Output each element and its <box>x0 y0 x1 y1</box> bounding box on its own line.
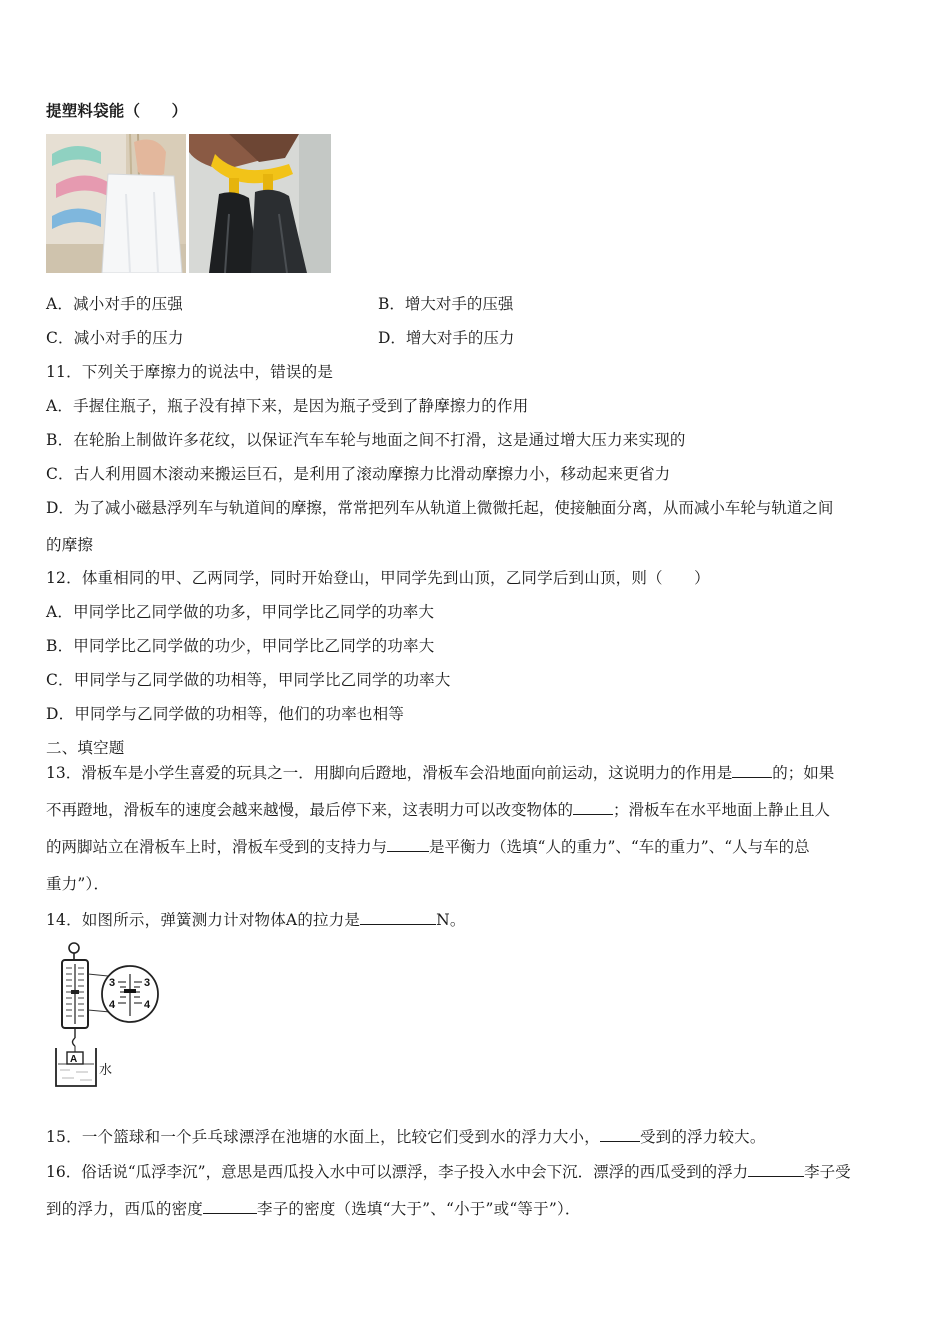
q14-line <box>46 910 466 930</box>
scale-label-left-bottom: 4 <box>109 999 116 1011</box>
q11-stem: 11．下列关于摩擦力的说法中，错误的是 <box>46 363 334 381</box>
q16-text-2b: 李子的密度（选填“大于”、“小于”或“等于”）． <box>257 1200 581 1218</box>
scale-label-right-top: 3 <box>144 977 151 989</box>
q15-text-a: 15．一个篮球和一个乒乓球漂浮在池塘的水面上，比较它们受到水的浮力大小， <box>46 1128 600 1146</box>
q11-option-c: C．古人利用圆木滚动来搬运巨石，是利用了滚动摩擦力比滑动摩擦力小，移动起来更省力 <box>46 465 671 483</box>
q13-text-2a: 不再蹬地，滑板车的速度会越来越慢，最后停下来，这表明力可以改变物体的 <box>46 801 574 819</box>
section-heading: 二、填空题 <box>46 739 125 757</box>
water-label: 水 <box>99 1063 113 1078</box>
q16-blank-1[interactable] <box>748 1162 804 1177</box>
q14-text-a: 14．如图所示，弹簧测力计对物体A的拉力是 <box>46 911 361 929</box>
handle-photo-1 <box>46 134 186 273</box>
q10-option-c: C．减小对手的压力 <box>46 329 184 347</box>
q12-option-a: A．甲同学比乙同学做的功多，甲同学比乙同学的功率大 <box>46 603 435 621</box>
q13-line-4: 重力”）． <box>46 875 110 893</box>
q10-option-a: A．减小对手的压强 <box>46 295 183 313</box>
q15-blank[interactable] <box>600 1127 640 1142</box>
q13-blank-3[interactable] <box>387 837 429 852</box>
q12-stem: 12．体重相同的甲、乙两同学，同时开始登山，甲同学先到山顶，乙同学后到山顶，则（ ） <box>46 569 710 587</box>
q13-line-3 <box>46 837 810 857</box>
q12-option-c: C．甲同学与乙同学做的功相等，甲同学比乙同学的功率大 <box>46 671 451 689</box>
q16-text-1a: 16．俗话说“瓜浮李沉”，意思是西瓜投入水中可以漂浮，李子投入水中会下沉．漂浮的西瓜受到的浮力 <box>46 1163 749 1181</box>
handle-photo-2 <box>189 134 331 273</box>
q16-line-1 <box>46 1162 851 1182</box>
q16-blank-2[interactable] <box>203 1199 257 1214</box>
q16-line-2 <box>46 1199 581 1219</box>
q15-text-b: 受到的浮力较大。 <box>639 1128 766 1146</box>
q14-text-b: N。 <box>436 911 466 929</box>
q11-option-d: D．为了减小磁悬浮列车与轨道间的摩擦，常常把列车从轨道上微微托起，使接触面分离，从而减小车轮与轨道之间 <box>46 499 834 517</box>
q13-text-3a: 的两脚站立在滑板车上时，滑板车受到的支持力与 <box>46 838 388 856</box>
q15-line <box>46 1127 766 1147</box>
q10-option-d: D．增大对手的压力 <box>378 329 515 347</box>
q11-option-d-cont: 的摩擦 <box>46 536 94 554</box>
q13-blank-2[interactable] <box>573 800 613 815</box>
q13-blank-1[interactable] <box>732 763 772 778</box>
q12-option-d: D．甲同学与乙同学做的功相等，他们的功率也相等 <box>46 705 405 723</box>
q13-line-2 <box>46 800 830 820</box>
object-a-label: A <box>70 1054 78 1065</box>
q13-text-3b: 是平衡力（选填“人的重力”、“车的重力”、“人与车的总 <box>429 838 810 856</box>
q13-text-1a: 13．滑板车是小学生喜爱的玩具之一．用脚向后蹬地，滑板车会沿地面向前运动，这说明力的作用是 <box>46 764 733 782</box>
q10-stem: 提塑料袋能（ ） <box>46 101 188 120</box>
q16-text-2a: 到的浮力，西瓜的密度 <box>46 1200 204 1218</box>
scale-label-right-bottom: 4 <box>144 999 151 1011</box>
q14-blank[interactable] <box>360 910 436 925</box>
q11-option-a: A．手握住瓶子，瓶子没有掉下来，是因为瓶子受到了静摩擦力的作用 <box>46 397 529 415</box>
scale-label-left-top: 3 <box>109 977 116 989</box>
q13-text-2b: ；滑板车在水平地面上静止且人 <box>613 801 831 819</box>
spring-scale-diagram <box>46 940 166 1090</box>
q16-text-1b: 李子受 <box>804 1163 851 1181</box>
q13-text-1b: 的；如果 <box>772 764 835 782</box>
q10-option-b: B．增大对手的压强 <box>378 295 514 313</box>
q11-option-b: B．在轮胎上制做许多花纹，以保证汽车车轮与地面之间不打滑，这是通过增大压力来实现的 <box>46 431 686 449</box>
q13-line-1 <box>46 763 834 783</box>
q12-option-b: B．甲同学比乙同学做的功少，甲同学比乙同学的功率大 <box>46 637 435 655</box>
